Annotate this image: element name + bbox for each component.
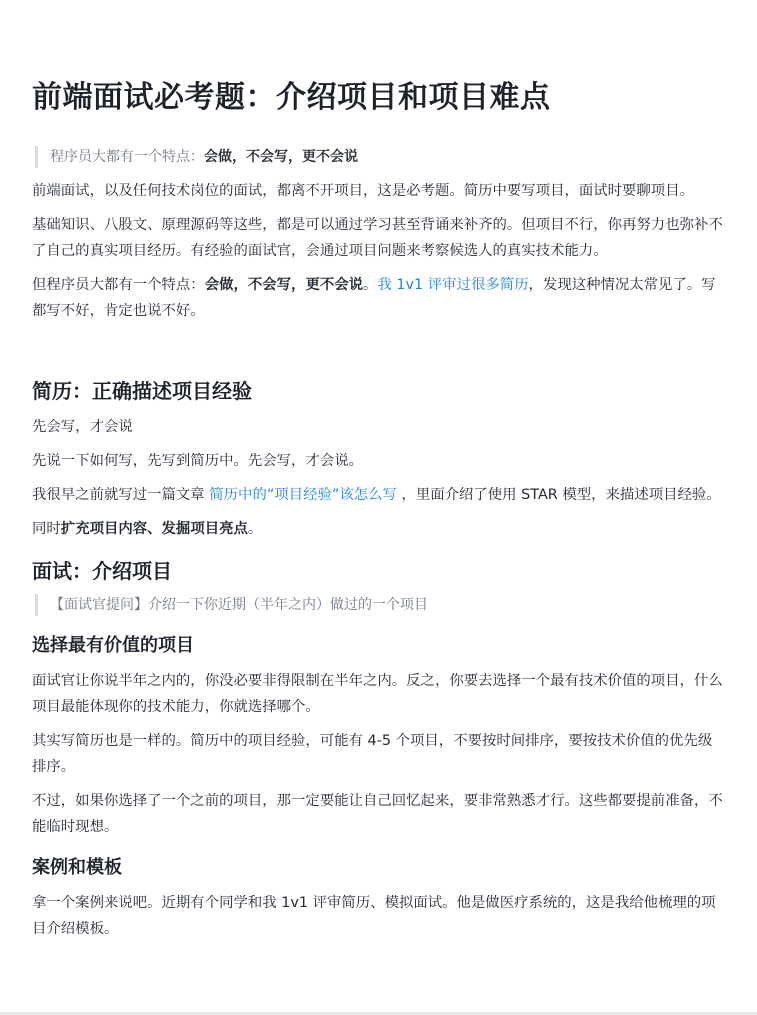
resume-paragraph-4-bold: 扩充项目内容、发掘项目亮点 [60, 521, 248, 537]
intro-quote-text: 程序员大都有一个特点： [50, 149, 204, 165]
case-paragraph-1: 拿一个案例来说吧。近期有个同学和我 1v1 评审简历、模拟面试。他是做医疗系统的，这是我给他梳理的项目介绍模板。 [32, 895, 716, 937]
subsection-heading-case-template: 案例和模板 [32, 857, 122, 878]
resume-paragraph-3-suffix: ，里面介绍了使用 STAR 模型，来描述项目经验。 [396, 487, 721, 503]
paragraph-3-suffix: ，发现这种情况太常见了。写都写不好，肯定也说不好。 [32, 277, 716, 319]
paragraph-2: 基础知识、八股文、原理源码等这些，都是可以通过学习甚至背诵来补齐的。但项目不行，你再努力也弥补不了自己的真实项目经历。有经验的面试官，会通过项目问题来考察候选人的真实技术能力。 [32, 217, 723, 259]
resume-paragraph-3 [32, 482, 723, 508]
paragraph-3-prefix: 但程序员大都有一个特点： [32, 277, 205, 293]
paragraph-1: 前端面试，以及任何技术岗位的面试，都离不开项目，这是必考题。简历中要写项目，面试时要聊项目。 [32, 183, 694, 199]
resume-paragraph-4-prefix: 同时 [32, 521, 61, 537]
resume-paragraph-4-suffix: 。 [247, 521, 263, 537]
intro-quote [35, 146, 723, 168]
valuable-paragraph-2: 其实写简历也是一样的。简历中的项目经验，可能有 4-5 个项目，不要按时间排序，要按技术价值的优先级排序。 [32, 733, 713, 775]
section-heading-resume: 简历：正确描述项目经验 [32, 379, 252, 403]
section-heading-interview: 面试：介绍项目 [32, 559, 172, 583]
resume-paragraph-1: 先会写，才会说 [32, 419, 133, 435]
resume-article-link[interactable]: 简历中的“项目经验”该怎么写 [209, 487, 397, 503]
resume-paragraph-2: 先说一下如何写，先写到简历中。先会写，才会说。 [32, 453, 363, 469]
interviewer-question-quote: 【面试官提问】介绍一下你近期（半年之内）做过的一个项目 [35, 594, 723, 616]
valuable-paragraph-1: 面试官让你说半年之内的，你没必要非得限制在半年之内。反之，你要去选择一个最有技术价值的项目，什么项目最能体现你的技术能力，你就选择哪个。 [32, 673, 723, 715]
resume-paragraph-4 [32, 516, 723, 542]
subsection-heading-valuable-project: 选择最有价值的项目 [32, 635, 194, 656]
section-spacer [32, 332, 723, 376]
valuable-paragraph-3: 不过，如果你选择了一个之前的项目，那一定要能让自己回忆起来，要非常熟悉才行。这些都要提前准备，不能临时现想。 [32, 793, 723, 835]
paragraph-3 [32, 272, 723, 324]
resume-review-link[interactable]: 我 1v1 评审过很多简历 [377, 277, 529, 293]
intro-quote-bold: 会做，不会写，更不会说 [204, 149, 358, 165]
paragraph-3-bold: 会做，不会写，更不会说 [204, 277, 364, 293]
resume-paragraph-3-prefix: 我很早之前就写过一篇文章 [32, 487, 210, 503]
article-title: 前端面试必考题：介绍项目和项目难点 [32, 80, 551, 115]
paragraph-3-dot: 。 [363, 277, 378, 293]
